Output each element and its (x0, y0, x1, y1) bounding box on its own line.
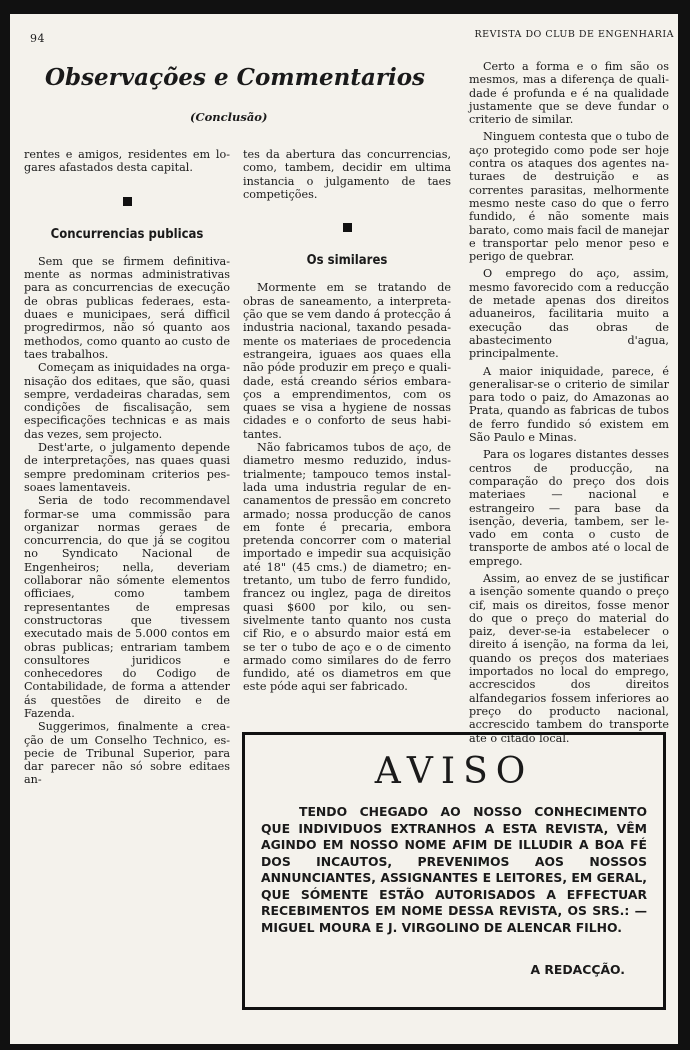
section-separator-square (343, 223, 352, 232)
section-heading-similares: Os similares (306, 253, 388, 269)
column-1 (24, 148, 230, 787)
magazine-page (10, 14, 678, 1044)
paragraph: Suggerimos, finalmente a creação de um Conselho Technico, especie de Tribunal Superior, para dar parecer não só sobre editaes an- (24, 720, 230, 787)
paragraph: rentes e amigos, residentes em logares afastados desta capital. (24, 148, 230, 175)
paragraph: Certo a forma e o fim são os mesmos, mas a diferença de qualidade é profunda e é na qualidade justamente que se deve fundar o criterio de similar. (469, 60, 669, 127)
notice-signature: A REDACÇÃO. (530, 962, 625, 977)
paragraph: Dest'arte, o julgamento depende de interpretações, nas quaes quasi sempre predominam criterios pessoaes lamentaveis. (24, 441, 230, 494)
paragraph: Não fabricamos tubos de aço, de diametro mesmo reduzido, industrialmente; tampouco temos installada uma industria regular de encanamentos de pressão em concreto armado; nossa producção de canos em fonte é precaria, embora pretenda concorrer com o material importado e impedir sua acquisição até 18" (45 cms.) de diametro; entretanto, um tubo de ferro fundido, francez ou inglez, paga de direitos quasi $600 por kilo, ou sensivelmente tanto quanto nos custa cif Rio, e o absurdo maior está em se ter o tubo de aço e o de cimento armado como similares do de ferro fundido, até os diametros em que este póde aqui ser fabricado. (243, 441, 451, 694)
paragraph: tes da abertura das concurrencias, como, tambem, decidir em ultima instancia o julgamento de taes competições. (243, 148, 451, 201)
running-head (10, 24, 678, 46)
notice-box (242, 732, 666, 1010)
page-number: 94 (30, 32, 45, 45)
column-3 (469, 60, 669, 749)
article-subtitle: (Conclusão) (190, 110, 268, 124)
paragraph: A maior iniquidade, parece, é generalisar-se o criterio de similar para todo o paiz, do Amazonas ao Prata, quando as fabricas de tubos de ferro fundido só existem em São Paulo e Minas. (469, 364, 669, 445)
paragraph: Sem que se firmem definitivamente as normas administrativas para as concurrencias de execução de obras publicas federaes, estaduaes e municipaes, será difficil progredirmos, não só quanto aos methodos, como quanto ao custo de taes trabalhos. (24, 254, 230, 361)
paragraph: Seria de todo recommendavel formar-se uma commissão para organizar normas geraes de concurrencia, do que já se cogitou no Syndicato Nacional de Engenheiros; nella, deveriam collaborar não sómente elementos officiaes, como tambem representantes de empresas constructoras que tivessem executado mais de 5.000 contos em obras publicas; entrariam tambem consultores juridicos e conhecedores do Codigo de Contabilidade, de forma a attender ás questões de direito e de Fazenda. (24, 494, 230, 720)
notice-body: TENDO CHEGADO AO NOSSO CONHECIMENTO QUE INDIVIDUOS EXTRANHOS A ESTA REVISTA, VÊM AGINDO EM NOSSO NOME AFIM DE ILLUDIR A BOA FÉ DOS INCAUTOS, PREVENIMOS AOS NOSSOS ANNUNCIANTES, ASSIGNANTES E LEITORES, EM GERAL, QUE SÓMENTE ESTÃO AUTORISADOS A EFFECTUAR RECEBIMENTOS EM NOME DESSA REVISTA, OS SRS.: — MIGUEL MOURA E J. VIRGOLINO DE ALENCAR FILHO. (261, 804, 647, 935)
journal-name: REVISTA DO CLUB DE ENGENHARIA (474, 29, 674, 40)
paragraph: Assim, ao envez de se justificar a isenção somente quando o preço cif, mais os direitos, fosse menor do que o preço do material do paiz, dever-se-ia estabelecer o direito á isenção, na forma da lei, quando os preços dos materiaes importados no local do emprego, accrescidos dos direitos alfandegarios fossem inferiores ao preço do producto nacional, accrescido tambem do transporte até o citado local. (469, 571, 669, 745)
paragraph: Começam as iniquidades na organisação dos editaes, que são, quasi sempre, verdadeiras charadas, sem condições de fiscalisação, sem especificações technicas e as mais das vezes, sem projecto. (24, 361, 230, 441)
paragraph: Para os logares distantes desses centros de producção, na comparação do preço dos dois materiaes — nacional e estrangeiro — para base da isenção, deveria, tambem, ser levado em conta o custo de transporte de ambos até o local de emprego. (469, 448, 669, 568)
column-2 (243, 148, 451, 694)
article-title: Observações e Commentarios (44, 64, 425, 91)
paragraph: Mormente em se tratando de obras de saneamento, a interpretação que se vem dando á protecção á industria nacional, taxando pesadamente os materiaes de procedencia estrangeira, iguaes aos quaes ella não póde produzir em preço e qualidade, está creando sérios embaraços a emprendimentos, com os quaes se visa a hygiene de nossas cidades e o conforto de seus habitantes. (243, 281, 451, 441)
paragraph: Ninguem contesta que o tubo de aço protegido como pode ser hoje contra os ataques dos agentes naturaes de destruição e as correntes parasitas, melhormente mesmo neste caso do que o ferro fundido, é não somente mais barato, como mais facil de manejar e transportar pelo menor peso e perigo de quebrar. (469, 130, 669, 264)
section-heading-concurrencias: Concurrencias publicas (50, 226, 204, 242)
paragraph: O emprego do aço, assim, mesmo favorecido com a reducção de metade apenas dos direitos aduaneiros, facilitaria muito a execução das obras de abastecimento d'agua, principalmente. (469, 267, 669, 361)
notice-title: AVISO (374, 751, 534, 792)
section-separator-square (123, 197, 132, 206)
